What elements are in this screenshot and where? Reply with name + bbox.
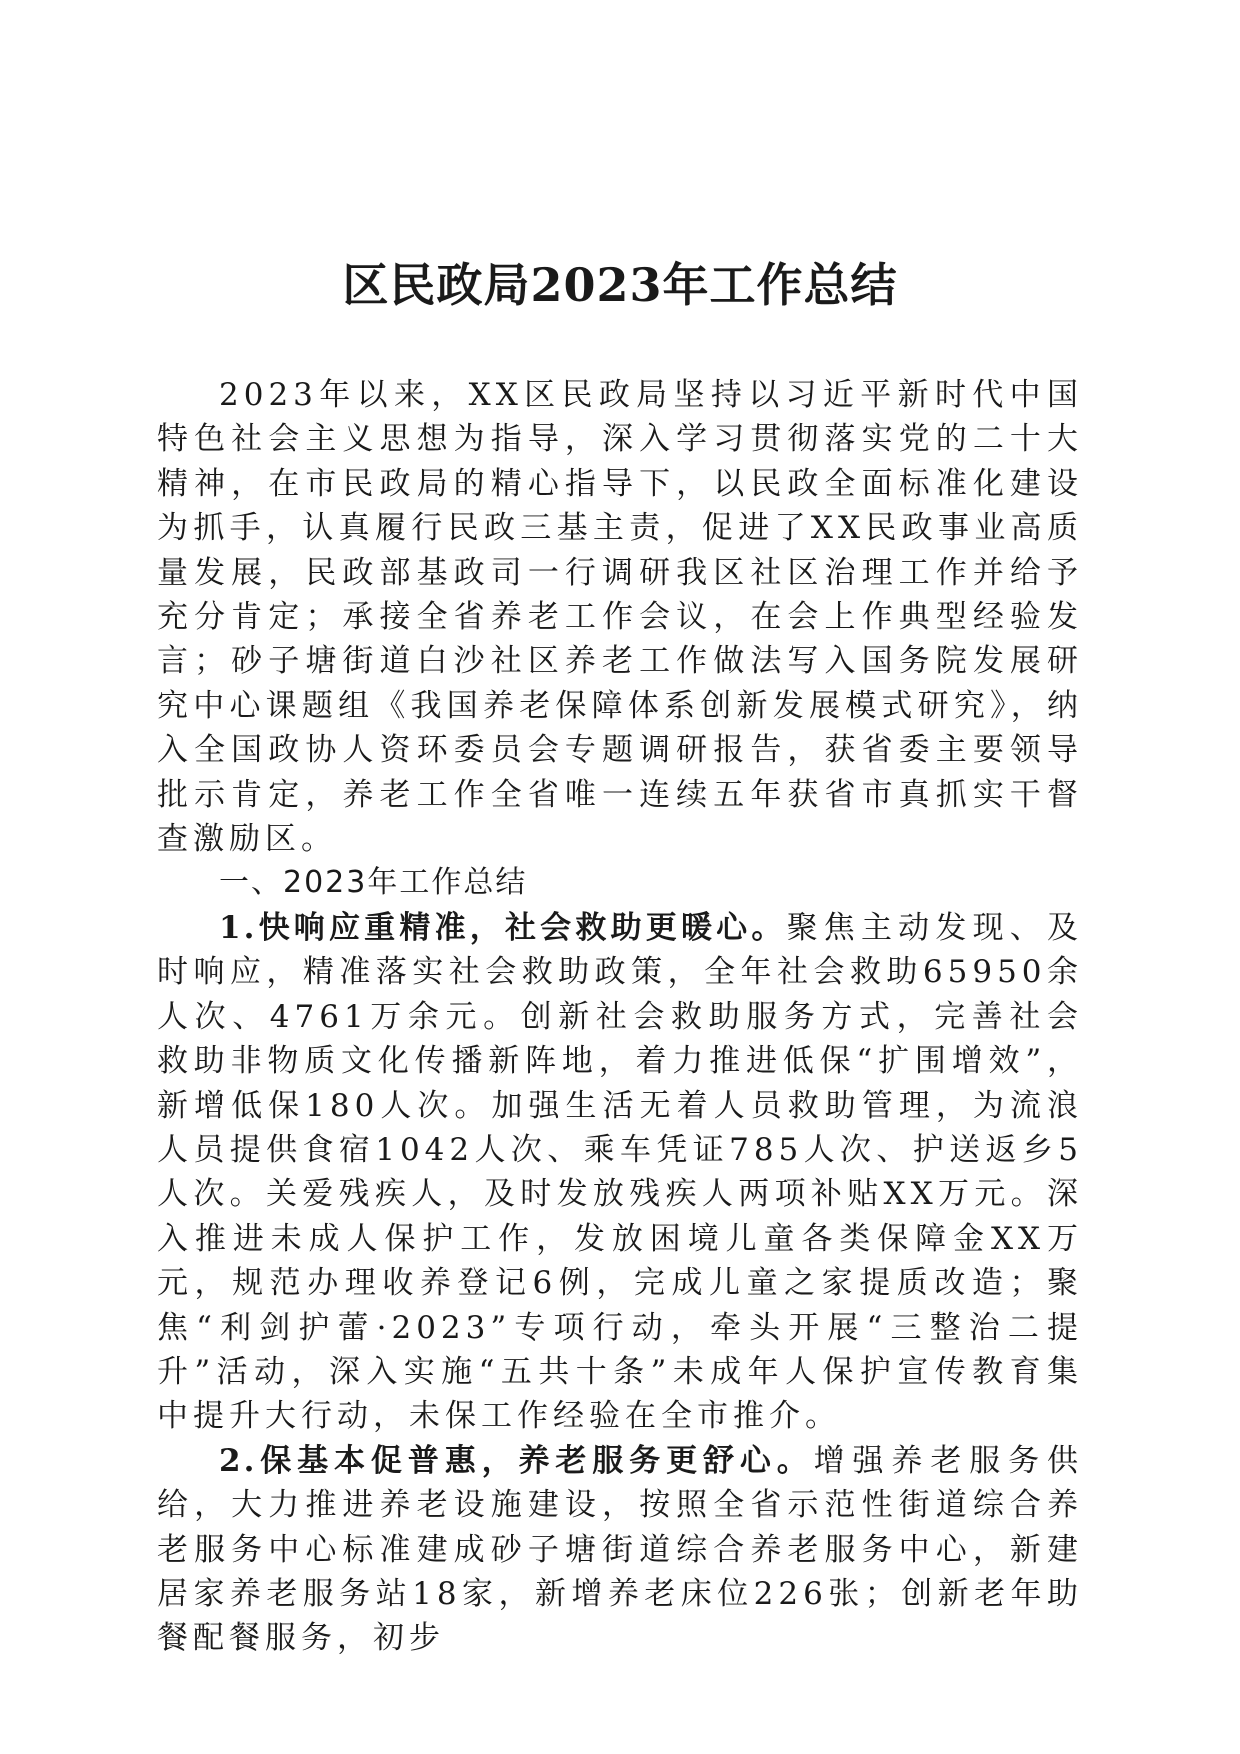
document-body bbox=[157, 373, 1083, 1661]
document-title: 区民政局2023年工作总结 bbox=[342, 258, 898, 312]
item-lead-elderly-care: 2.保基本促普惠，养老服务更舒心。 bbox=[219, 1442, 814, 1479]
intro-paragraph: 2023年以来，XX区民政局坚持以习近平新时代中国特色社会主义思想为指导，深入学习贯彻落实党的二十大精神，在市民政局的精心指导下，以民政全面标准化建设为抓手，认真履行民政三基主责，促进了XX民政事业高质量发展，民政部基政司一行调研我区社区治理工作并给予充分肯定；承接全省养老工作会议，在会上作典型经验发言；砂子塘街道白沙社区养老工作做法写入国务院发展研究中心课题组《我国养老保障体系创新发展模式研究》，纳入全国政协人资环委员会专题调研报告，获省委主要领导批示肯定，养老工作全省唯一连续五年获省市真抓实干督查激励区。 bbox=[157, 377, 1083, 858]
item-paragraph-social-assistance bbox=[157, 906, 1083, 1439]
item-lead-social-assistance: 1.快响应重精准，社会救助更暖心。 bbox=[219, 909, 787, 946]
section-heading: 一、2023年工作总结 bbox=[219, 865, 528, 901]
item-paragraph-elderly-care bbox=[157, 1439, 1083, 1661]
item-text-elderly-care: 增强养老服务供给，大力推进养老设施建设，按照全省示范性街道综合养老服务中心标准建成砂子塘街道综合养老服务中心，新建居家养老服务站18家，新增养老床位226张；创新老年助餐配餐服务，初步 bbox=[157, 1442, 1083, 1657]
item-text-social-assistance: 聚焦主动发现、及时响应，精准落实社会救助政策，全年社会救助65950余人次、4761万余元。创新社会救助服务方式，完善社会救助非物质文化传播新阵地，着力推进低保“扩围增效”，新增低保180人次。加强生活无着人员救助管理，为流浪人员提供食宿1042人次、乘车凭证785人次、护送返乡5人次。关爱残疾人，及时发放残疾人两项补贴XX万元。深入推进未成人保护工作，发放困境儿童各类保障金XX万元，规范办理收养登记6例，完成儿童之家提质改造；聚焦“利剑护蕾·2023”专项行动，牵头开展“三整治二提升”活动，深入实施“五共十条”未成年人保护宣传教育集中提升大行动，未保工作经验在全市推介。 bbox=[157, 909, 1083, 1435]
